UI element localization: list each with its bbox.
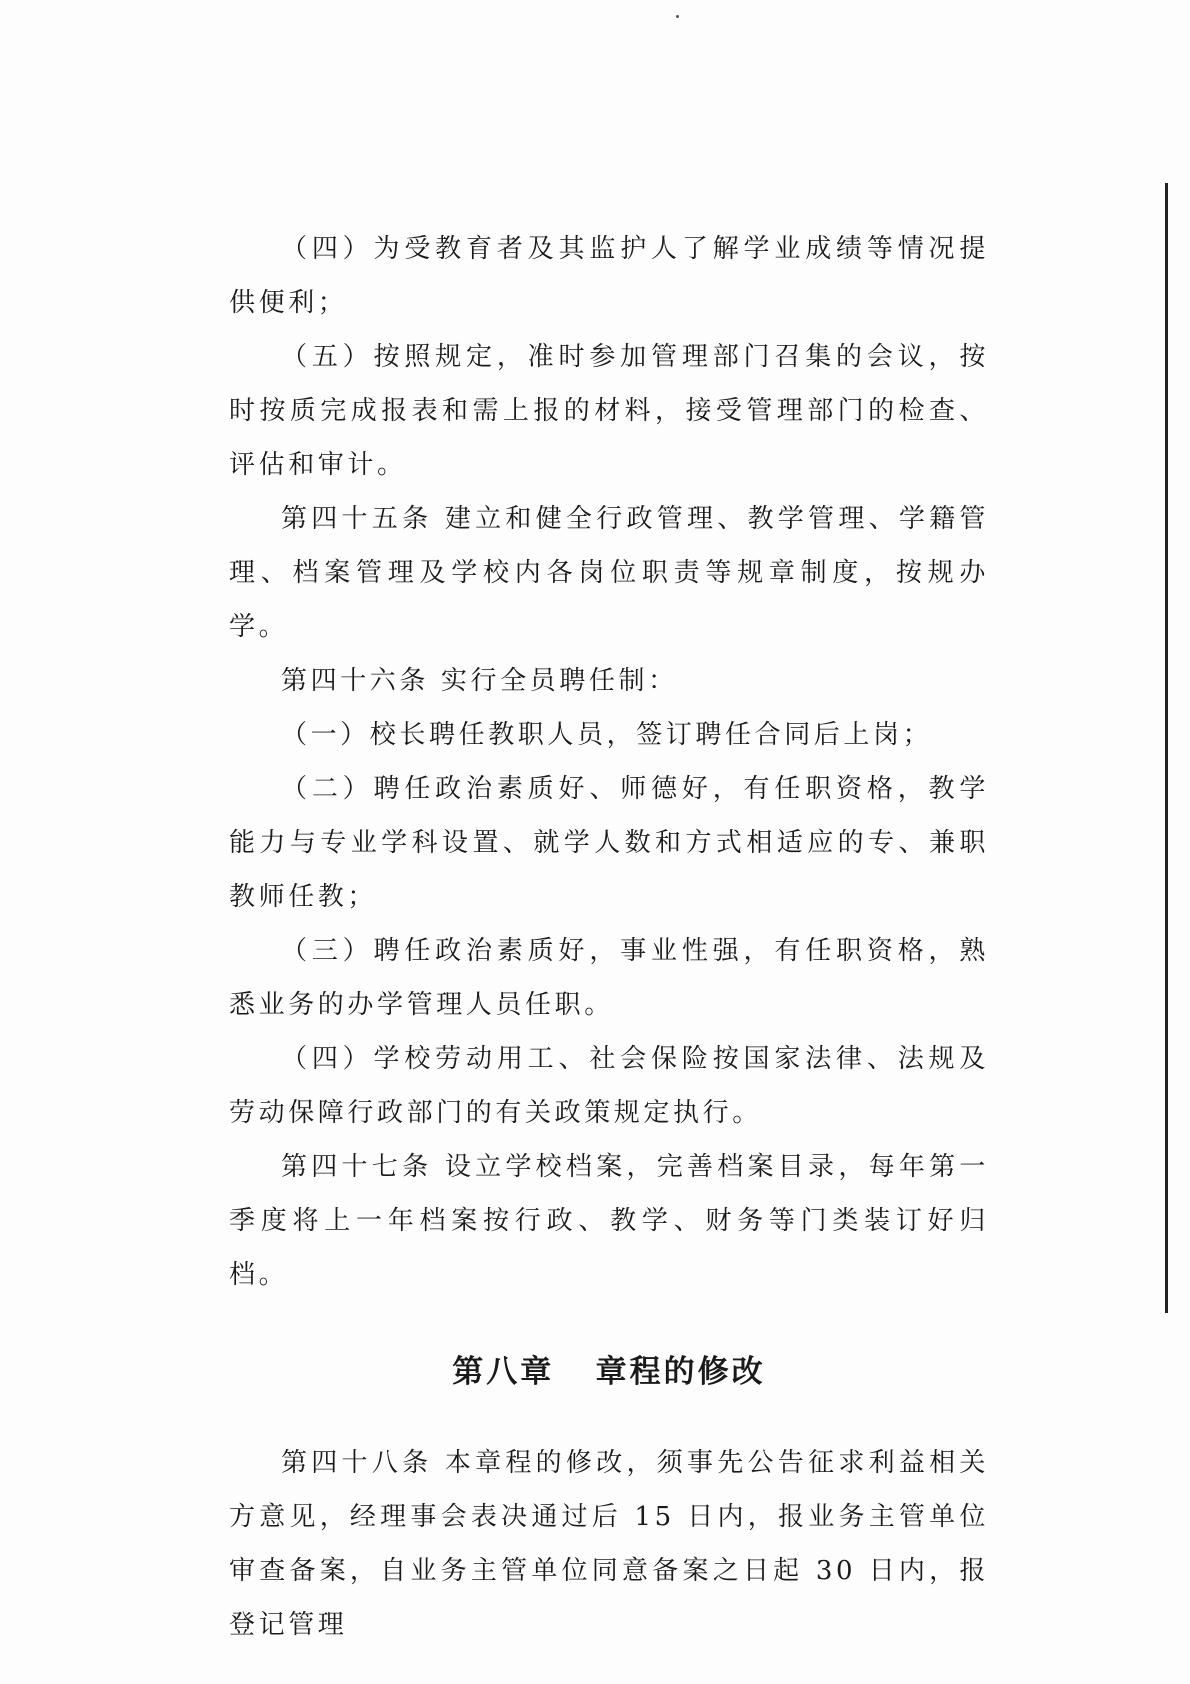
document-body [229, 222, 989, 1652]
page-edge-line [1165, 183, 1168, 1313]
paragraph-article-46-item-2: （二）聘任政治素质好、师德好，有任职资格，教学能力与专业学科设置、就学人数和方式相适应的专、兼职教师任教； [229, 774, 989, 912]
paragraph-article-46-item-3: （三）聘任政治素质好，事业性强，有任职资格，熟悉业务的办学管理人员任职。 [229, 936, 989, 1020]
paragraph-clause-5-reporting: （五）按照规定，准时参加管理部门召集的会议，按时按质完成报表和需上报的材料，接受管理部门的检查、评估和审计。 [229, 342, 989, 480]
paragraph-article-46-item-1: （一）校长聘任教职人员，签订聘任合同后上岗； [281, 720, 933, 750]
paragraph-article-47: 第四十七条 设立学校档案，完善档案目录，每年第一季度将上一年档案按行政、教学、财务等门类装订好归档。 [229, 1152, 989, 1290]
paragraph-article-48: 第四十八条 本章程的修改，须事先公告征求利益相关方意见，经理事会表决通过后 15 日内，报业务主管单位审查备案，自业务主管单位同意备案之日起 30 日内，报登记管理 [229, 1448, 989, 1640]
chapter-heading: 第八章 章程的修改 [452, 1354, 766, 1390]
paragraph-article-46-item-4: （四）学校劳动用工、社会保险按国家法律、法规及劳动保障行政部门的有关政策规定执行。 [229, 1044, 989, 1128]
paragraph-article-45: 第四十五条 建立和健全行政管理、教学管理、学籍管理、档案管理及学校内各岗位职责等规章制度，按规办学。 [229, 504, 989, 642]
scan-speck [676, 15, 679, 18]
paragraph-clause-4-convenience: （四）为受教育者及其监护人了解学业成绩等情况提供便利； [229, 234, 989, 318]
paragraph-article-46: 第四十六条 实行全员聘任制： [281, 666, 678, 696]
